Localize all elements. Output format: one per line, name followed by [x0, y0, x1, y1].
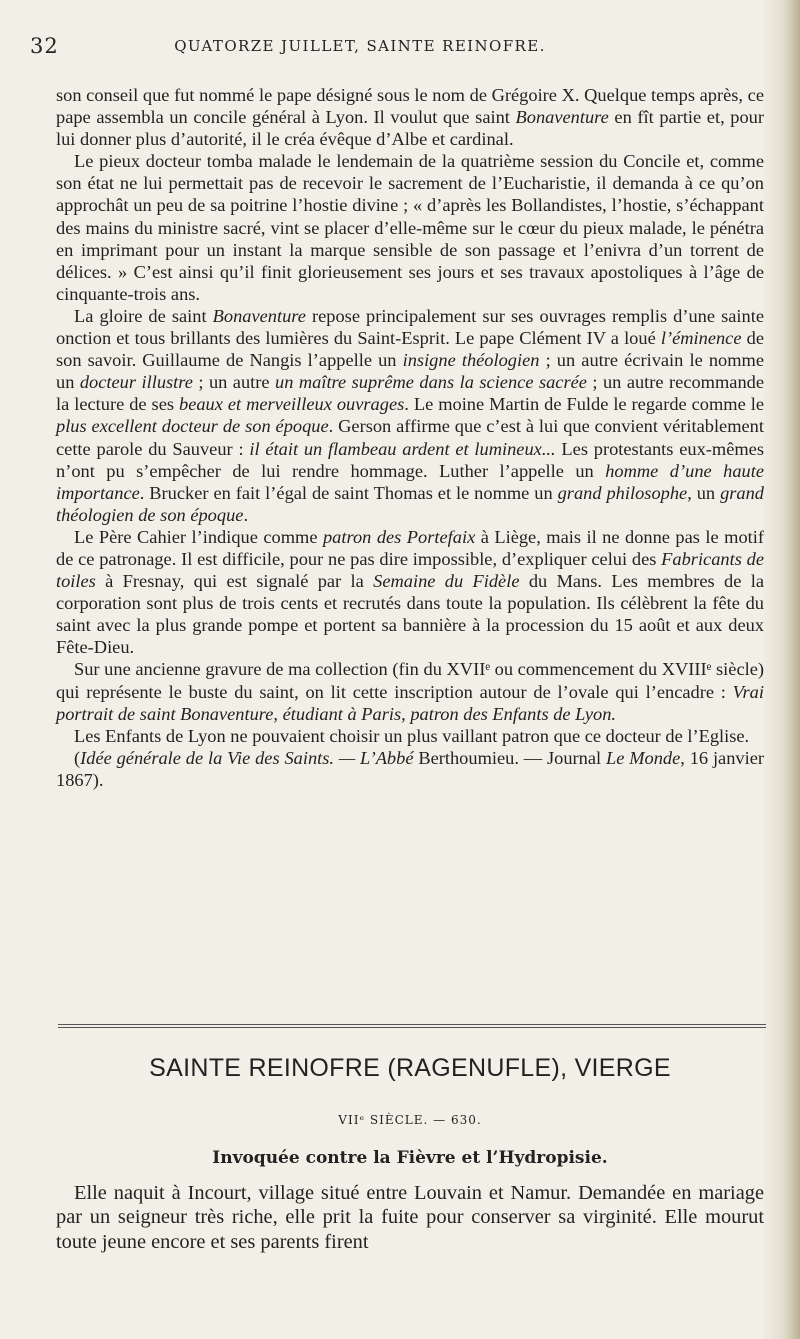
section-title: SAINTE REINOFRE (RAGENUFLE), VIERGE — [149, 1054, 671, 1082]
paragraph — [56, 150, 764, 305]
text-segment: en fît partie et, pour lui donner plus d’autorité, il le créa évêque d’Albe et cardinal. — [56, 107, 764, 150]
running-head: QUATORZE JUILLET, SAINTE REINOFRE. — [174, 37, 546, 55]
page-edge-shadow — [762, 0, 800, 1339]
section-divider-second — [58, 1027, 766, 1028]
text-segment: ; un autre recommande la lecture de ses — [56, 372, 765, 415]
italic-segment: docteur illustre — [79, 372, 193, 393]
text-segment: . — [243, 504, 249, 525]
paragraph — [56, 84, 764, 150]
text-segment: son conseil que fut nommé le pape désigné sous le nom de Grégoire X. Quelque temps après, ce pape assembla un concile général à Lyon. Il voulut que saint — [56, 85, 764, 128]
text-segment: La gloire de saint — [74, 305, 213, 326]
saint-biography — [56, 1181, 764, 1254]
paragraph — [56, 658, 764, 724]
paragraph — [56, 725, 764, 747]
italic-segment: grand théologien de son époque — [56, 482, 765, 525]
invocation-line: Invoquée contre la Fièvre et l’Hydropisie. — [212, 1148, 608, 1168]
text-segment: repose principalement sur ses ouvrages remplis d’une sainte onction et tous brillants des lumières du Saint-Esprit. Le pape Clément IV a loué — [56, 305, 764, 349]
paragraph — [56, 747, 764, 791]
text-segment: Berthoumieu. — Journal — [413, 747, 606, 768]
section-divider — [58, 1024, 766, 1025]
century-line: VIIᵉ SIÈCLE. — 630. — [338, 1113, 482, 1127]
page-number: 32 — [30, 34, 59, 58]
italic-segment: l’éminence — [660, 328, 742, 349]
text-segment: Le pieux docteur tomba malade le lendemain de la quatrième session du Concile et, comme son état ne lui permettait pas de recevoir le sacrement de l’Eucharistie, il demanda à ce qu’on approchât un peu de sa poitrine l’hostie divine ; « d’après les Bollandistes, l’hostie, s’échappant des mains du ministre sacré, vint se placer d’elle-même sur le cœur du pieux malade, le pénétra en imprimant pour un instant la marque sensible de son passage et l’enivra d’un torrent de délices. » C’est ainsi qu’il finit glorieusement ses jours et ses travaux apostoliques à l’âge de cinquante-trois ans. — [56, 151, 764, 304]
italic-segment: patron des Portefaix — [322, 526, 476, 547]
italic-segment: Semaine du Fidèle — [373, 571, 520, 592]
text-segment: . Gerson affirme que c’est à lui que convient véritablement cette parole du Sauveur : — [56, 416, 764, 459]
text-segment: , un — [687, 482, 721, 503]
text-segment: ; un autre écrivain le nomme un — [56, 350, 764, 393]
italic-segment: grand philosophe — [557, 482, 688, 503]
paragraph — [56, 526, 764, 659]
text-segment: du Mans. Les membres de la corporation sont plus de trois cents et recrutés dans toute la population. Ils célèbrent la fête du saint avec la plus grande pompe et portent sa bannière à la procession du 15 août et aux deux Fête-Dieu. — [56, 571, 764, 658]
biography-paragraph: Elle naquit à Incourt, village situé entre Louvain et Namur. Demandée en mariage par un seigneur très riche, elle prit la fuite pour conserver sa virginité. Elle mourut toute jeune encore et ses parents firent — [56, 1182, 764, 1253]
text-segment: . Le moine Martin de Fulde le regarde comme le — [404, 394, 765, 415]
paragraph — [56, 305, 764, 526]
italic-segment: insigne théologien — [402, 350, 540, 371]
italic-segment: un maître suprême dans la science sacrée — [275, 372, 587, 393]
italic-segment: Fabricants de toiles — [56, 548, 764, 592]
italic-segment: il était un flambeau ardent et lumineux... — [249, 438, 556, 459]
text-segment: Le Père Cahier l’indique comme — [74, 526, 323, 547]
text-segment: à Liège, mais il ne donne pas le motif de ce patronage. Il est difficile, pour ne pas dire impossible, d’expliquer celui des — [56, 526, 764, 569]
italic-segment: homme d’une haute importance — [56, 460, 764, 503]
text-segment: , 16 janvier 1867). — [56, 747, 764, 790]
text-segment: ( — [74, 747, 81, 768]
text-segment: ; un autre — [192, 372, 276, 393]
italic-segment: plus excellent docteur de son époque — [56, 416, 329, 437]
page-header — [30, 34, 770, 60]
italic-segment: Le Monde — [605, 747, 681, 768]
text-segment: Les Enfants de Lyon ne pouvaient choisir un plus vaillant patron que ce docteur de l’Eglise. — [74, 725, 750, 746]
italic-segment: Bonaventure — [515, 107, 609, 128]
italic-segment: Idée générale de la Vie des Saints. — L’Abbé — [80, 747, 414, 768]
text-segment: à Fresnay, qui est signalé par la — [95, 571, 374, 592]
italic-segment: Bonaventure — [212, 305, 306, 326]
main-text — [56, 84, 764, 791]
text-segment: Les protestants eux-mêmes n’ont pu s’empêcher de lui rendre hommage. Luther l’appelle un — [56, 438, 764, 481]
text-segment: de son savoir. Guillaume de Nangis l’appelle un — [56, 328, 764, 371]
italic-segment: Vrai portrait de saint Bonaventure, étudiant à Paris, patron des Enfants de Lyon. — [56, 681, 764, 724]
text-segment: Sur une ancienne gravure de ma collection (fin du XVIIᵉ ou commencement du XVIIIᵉ siècle) qui représente le buste du saint, on lit cette inscription autour de l’ovale qui l’encadre : — [56, 659, 764, 702]
text-segment: . Brucker en fait l’égal de saint Thomas et le nomme un — [139, 482, 558, 503]
italic-segment: beaux et merveilleux ouvrages — [179, 394, 405, 415]
